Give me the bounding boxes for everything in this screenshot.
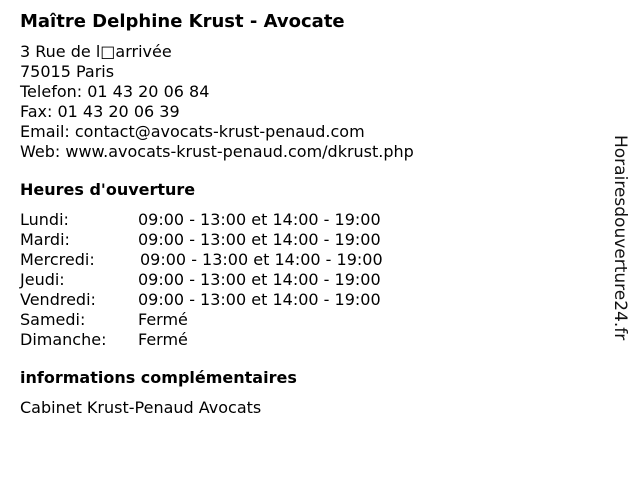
hours-time-value: Fermé — [138, 330, 188, 349]
hours-time-value: Fermé — [138, 310, 188, 329]
hours-day-label: Mardi: — [20, 230, 70, 249]
page-title: Maître Delphine Krust - Avocate — [20, 11, 345, 32]
hours-row-friday — [20, 290, 600, 310]
hours-time-value: 09:00 - 13:00 et 14:00 - 19:00 — [138, 210, 381, 229]
hours-row-monday — [20, 210, 600, 230]
contact-block — [20, 42, 600, 162]
hours-day-label: Mercredi: — [20, 250, 95, 269]
hours-row-saturday — [20, 310, 600, 330]
email-address: Email: contact@avocats-krust-penaud.com — [20, 122, 365, 141]
hours-time-value: 09:00 - 13:00 et 14:00 - 19:00 — [138, 230, 381, 249]
phone-number: Telefon: 01 43 20 06 84 — [20, 82, 210, 101]
hours-day-label: Lundi: — [20, 210, 69, 229]
site-watermark: Horairesdouverture24.fr — [610, 135, 630, 341]
street-address: 3 Rue de l□arrivée — [20, 42, 172, 61]
website-address: Web: www.avocats-krust-penaud.com/dkrust.php — [20, 142, 414, 161]
hours-table — [20, 210, 600, 350]
extra-info-heading: informations complémentaires — [20, 368, 297, 387]
business-card — [20, 10, 600, 418]
hours-row-wednesday — [20, 250, 600, 270]
hours-day-label: Samedi: — [20, 310, 86, 329]
fax-number: Fax: 01 43 20 06 39 — [20, 102, 180, 121]
hours-time-value: 09:00 - 13:00 et 14:00 - 19:00 — [138, 270, 381, 289]
extra-info-text: Cabinet Krust-Penaud Avocats — [20, 398, 262, 417]
hours-row-thursday — [20, 270, 600, 290]
hours-time-value: 09:00 - 13:00 et 14:00 - 19:00 — [140, 250, 383, 269]
hours-heading: Heures d'ouverture — [20, 180, 196, 199]
hours-day-label: Jeudi: — [20, 270, 65, 289]
hours-time-value: 09:00 - 13:00 et 14:00 - 19:00 — [138, 290, 381, 309]
hours-row-sunday — [20, 330, 600, 350]
hours-day-label: Vendredi: — [20, 290, 96, 309]
hours-row-tuesday — [20, 230, 600, 250]
city-address: 75015 Paris — [20, 62, 115, 81]
hours-day-label: Dimanche: — [20, 330, 107, 349]
